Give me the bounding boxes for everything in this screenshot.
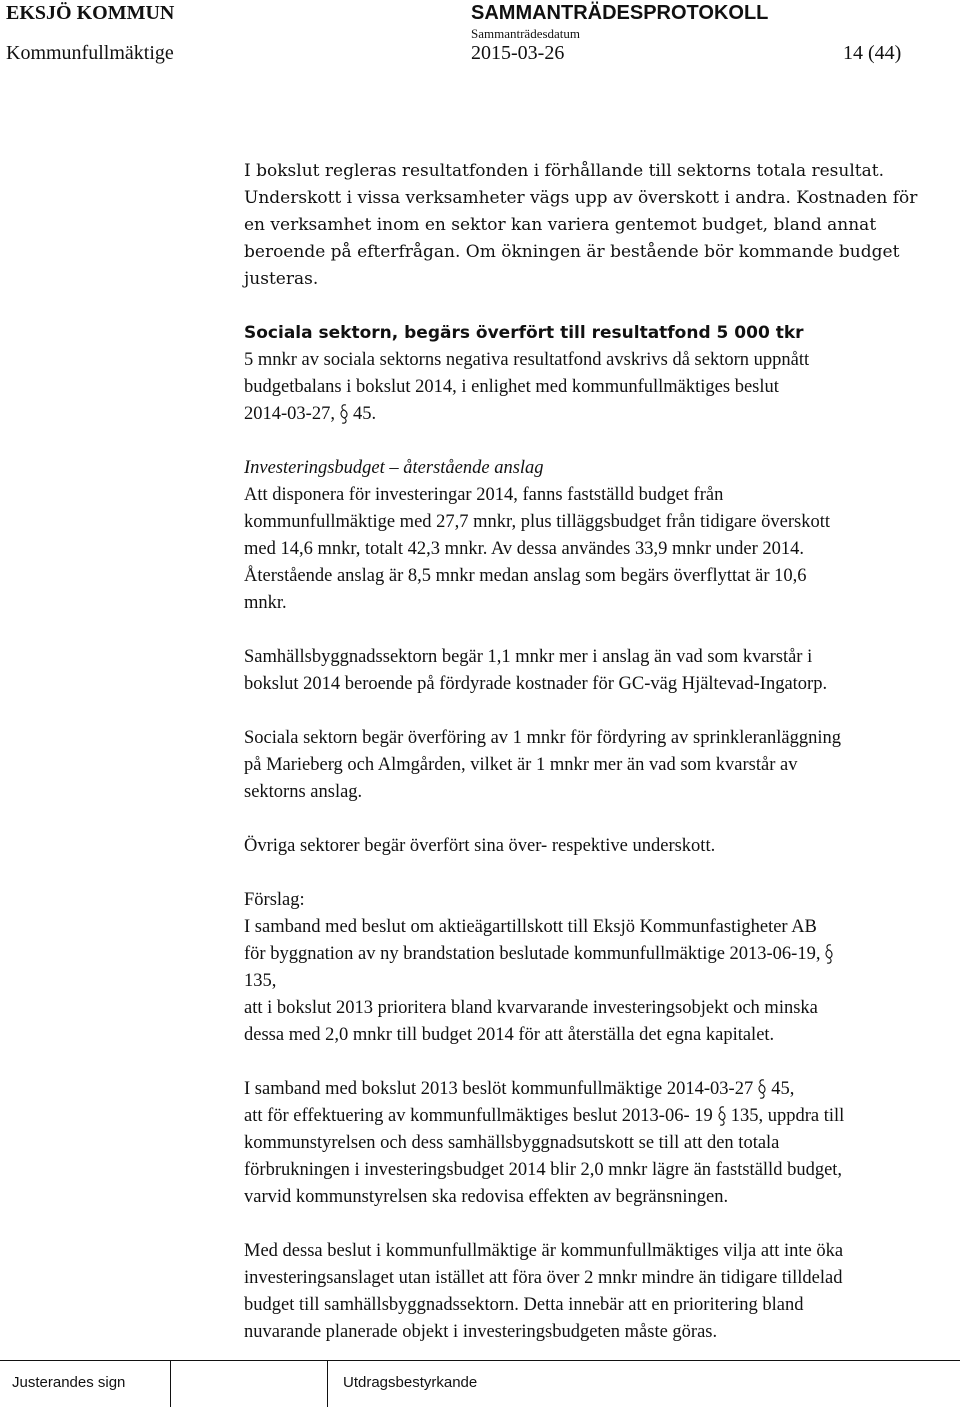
text-line: investeringsanslaget utan istället att föra över 2 mnkr mindre än tidigare tilldelad — [244, 1268, 843, 1288]
text-line: Med dessa beslut i kommunfullmäktige är kommunfullmäktiges vilja att inte öka — [244, 1241, 844, 1261]
text-line: Underskott i vissa verksamheter vägs upp av överskott i andra. Kostnaden för — [244, 188, 918, 208]
text-line: bokslut 2014 beroende på fördyrade kostnader för GC-väg Hjältevad-Ingatorp. — [244, 674, 828, 694]
footer-divider — [0, 1360, 960, 1361]
text-line: kommunstyrelsen och dess samhällsbyggnadsutskott se till att den totala — [244, 1133, 780, 1153]
text-line: med 14,6 mnkr, totalt 42,3 mnkr. Av dessa användes 33,9 mnkr under 2014. — [244, 539, 805, 559]
section-sign-icon — [756, 1078, 768, 1100]
text-fragment: 45, — [771, 1079, 795, 1099]
page-number: 14 (44) — [843, 42, 902, 64]
text-line — [244, 1076, 924, 1103]
text-line: på Marieberg och Almgården, vilket är 1 mnkr mer än vad som kvarstår av — [244, 755, 798, 775]
text-line: sektorns anslag. — [244, 782, 363, 802]
body-name: Kommunfullmäktige — [6, 42, 174, 64]
text-fragment: 135, uppdra till — [730, 1106, 845, 1126]
paragraph-samhallsbyggnad — [244, 644, 924, 698]
footer-column-divider — [170, 1360, 171, 1407]
text-line: kommunfullmäktige med 27,7 mnkr, plus tilläggsbudget från tidigare överskott — [244, 512, 831, 532]
text-line: förbrukningen i investeringsbudget 2014 blir 2,0 mnkr lägre än fastställd budget, — [244, 1160, 843, 1180]
section-sign-icon — [338, 403, 350, 425]
justerandes-sign-label: Justerandes sign — [12, 1374, 126, 1391]
paragraph-investeringsbudget — [244, 455, 924, 617]
text-line: dessa med 2,0 mnkr till budget 2014 för att återställa det egna kapitalet. — [244, 1025, 775, 1045]
text-line: Övriga sektorer begär överfört sina över- respektive underskott. — [244, 836, 716, 856]
date-label: Sammanträdesdatum — [471, 26, 581, 41]
document-body — [244, 158, 924, 1373]
organization-name: EKSJÖ KOMMUN — [6, 2, 175, 24]
text-line: Sociala sektorn begär överföring av 1 mnkr för fördyring av sprinkleranläggning — [244, 728, 841, 748]
text-fragment: för byggnation av ny brandstation beslutade kommunfullmäktige 2013-06-19, — [244, 944, 821, 964]
text-line: I samband med beslut om aktieägartillskott till Eksjö Kommunfastigheter AB — [244, 917, 817, 937]
text-fragment: att för effektuering av kommunfullmäktiges beslut 2013-06- 19 — [244, 1106, 713, 1126]
text-fragment: I samband med bokslut 2013 beslöt kommunfullmäktige 2014-03-27 — [244, 1079, 754, 1099]
text-line: 135, — [244, 971, 277, 991]
text-line: att i bokslut 2013 prioritera bland kvarvarande investeringsobjekt och minska — [244, 998, 818, 1018]
text-line: varvid kommunstyrelsen ska redovisa effekten av begränsningen. — [244, 1187, 729, 1207]
text-line: Samhällsbyggnadssektorn begär 1,1 mnkr mer i anslag än vad som kvarstår i — [244, 647, 813, 667]
paragraph-sociala-sektorn — [244, 320, 924, 428]
section-sign-icon — [823, 943, 835, 965]
section-heading: Sociala sektorn, begärs överfört till resultatfond 5 000 tkr — [244, 323, 804, 343]
text-fragment: 45. — [352, 404, 377, 424]
paragraph-resultatfond — [244, 158, 924, 293]
text-fragment: 2014-03-27, — [244, 404, 335, 424]
section-sign-icon — [716, 1105, 728, 1127]
paragraph-forslag — [244, 887, 924, 1049]
text-line: Återstående anslag är 8,5 mnkr medan anslag som begärs överflyttat är 10,6 — [244, 566, 807, 586]
text-line: budgetbalans i bokslut 2014, i enlighet med kommunfullmäktiges beslut — [244, 377, 779, 397]
footer-column-divider — [327, 1360, 328, 1407]
paragraph-slutsats — [244, 1238, 924, 1346]
text-line: en verksamhet inom en sektor kan variera gentemot budget, bland annat — [244, 215, 877, 235]
meeting-date: 2015-03-26 — [471, 42, 565, 64]
text-line: budget till samhällsbyggnadssektorn. Detta innebär att en prioritering bland — [244, 1295, 804, 1315]
text-line: 5 mnkr av sociala sektorns negativa resultatfond avskrivs då sektorn uppnått — [244, 350, 810, 370]
paragraph-sprinkler — [244, 725, 924, 806]
document-type: SAMMANTRÄDESPROTOKOLL — [471, 2, 769, 24]
section-heading: Investeringsbudget – återstående anslag — [244, 458, 544, 478]
paragraph-ovriga — [244, 833, 924, 860]
text-line — [244, 941, 924, 968]
text-line: nuvarande planerade objekt i investeringsbudgeten måste göras. — [244, 1322, 718, 1342]
text-line — [244, 1103, 924, 1130]
text-line — [244, 401, 924, 428]
utdragsbestyrkande-label: Utdragsbestyrkande — [343, 1374, 478, 1391]
text-line: Att disponera för investeringar 2014, fanns fastställd budget från — [244, 485, 724, 505]
paragraph-bokslut-2013 — [244, 1076, 924, 1211]
text-line: I bokslut regleras resultatfonden i förhållande till sektorns totala resultat. — [244, 161, 884, 181]
text-line: beroende på efterfrågan. Om ökningen är bestående bör kommande budget — [244, 242, 900, 262]
text-line: mnkr. — [244, 593, 287, 613]
text-line: justeras. — [244, 269, 319, 289]
section-heading: Förslag: — [244, 890, 305, 910]
